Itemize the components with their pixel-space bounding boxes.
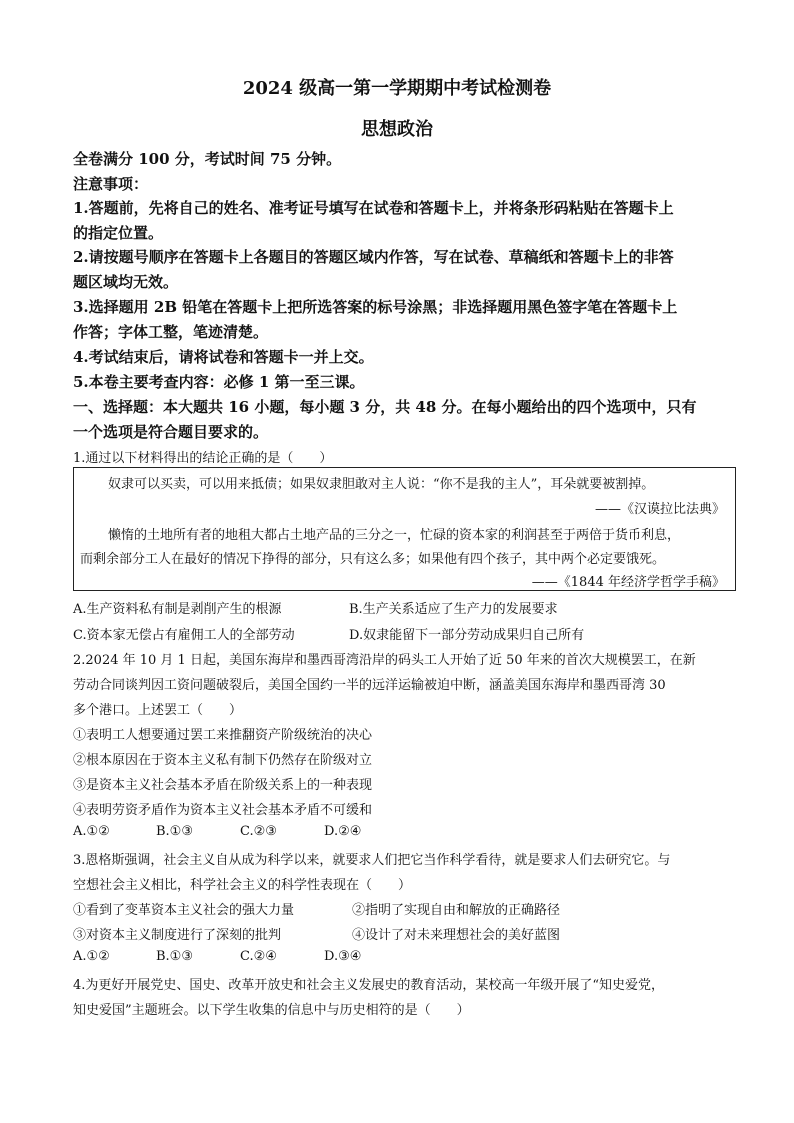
note-1-line-1: 1.答题前，先将自己的姓名、准考证号填写在试卷和答题卡上，并将条形码粘贴在答题卡上	[73, 199, 674, 217]
q3-option-c: C.②④	[240, 949, 277, 964]
notes-heading: 注意事项：	[73, 175, 149, 193]
q3-option-b: B.①③	[156, 949, 193, 964]
q1-option-d: D.奴隶能留下一部分劳动成果归自己所有	[349, 628, 585, 643]
q1-material-1: 奴隶可以买卖，可以用来抵债；如果奴隶胆敢对主人说：“你不是我的主人”，耳朵就要被割掉。	[108, 477, 655, 492]
note-2-line-1: 2.请按题号顺序在答题卡上各题目的答题区域内作答，写在试卷、草稿纸和答题卡上的非答	[73, 248, 674, 266]
q3-item-1: ①看到了变革资本主义社会的强大力量	[73, 903, 295, 918]
q2-option-d: D.②④	[324, 824, 362, 839]
q3-stem-line-2: 空想社会主义相比，科学社会主义的科学性表现在（ ）	[73, 878, 412, 893]
section-1-heading-line-2: 一个选项是符合题目要求的。	[73, 423, 269, 441]
q2-item-3: ③是资本主义社会基本矛盾在阶级关系上的一种表现	[73, 778, 373, 793]
q2-item-2: ②根本原因在于资本主义私有制下仍然存在阶级对立	[73, 753, 373, 768]
q1-option-a: A.生产资料私有制是剥削产生的根源	[73, 602, 282, 617]
q3-item-4: ④设计了对未来理想社会的美好蓝图	[352, 928, 561, 943]
q1-material-2-line-1: 懒惰的土地所有者的地租大都占土地产品的三分之一，忙碌的资本家的利润甚至于两倍于货币利息，	[108, 528, 681, 543]
q1-source-2: ——《1844 年经济学哲学手稿》	[531, 575, 725, 590]
q1-stem: 1.通过以下材料得出的结论正确的是（ ）	[73, 451, 333, 466]
q2-stem-line-3: 多个港口。上述罢工（ ）	[73, 703, 243, 718]
section-1-heading-line-1: 一、选择题：本大题共 16 小题，每小题 3 分，共 48 分。在每小题给出的四个选项中，只有	[73, 398, 697, 416]
q3-item-2: ②指明了实现自由和解放的正确路径	[352, 903, 561, 918]
q2-item-1: ①表明工人想要通过罢工来推翻资产阶级统治的决心	[73, 728, 373, 743]
q2-item-4: ④表明劳资矛盾作为资本主义社会基本矛盾不可缓和	[73, 803, 373, 818]
score-time-info: 全卷满分 100 分，考试时间 75 分钟。	[73, 150, 342, 168]
q1-material-2-line-2: 而剩余部分工人在最好的情况下挣得的部分，只有这么多；如果他有四个孩子，其中两个必定要饿死。	[80, 552, 666, 567]
q2-option-a: A.①②	[73, 824, 110, 839]
note-2-line-2: 题区域均无效。	[73, 273, 179, 291]
subject-title: 思想政治	[361, 119, 433, 140]
note-3-line-2: 作答；字体工整，笔迹清楚。	[73, 323, 269, 341]
q1-option-b: B.生产关系适应了生产力的发展要求	[349, 602, 558, 617]
q1-material-box	[73, 467, 736, 591]
q2-stem-line-1: 2.2024 年 10 月 1 日起，美国东海岸和墨西哥湾沿岸的码头工人开始了近 50 年来的首次大规模罢工，在新	[73, 653, 696, 668]
q2-stem-line-2: 劳动合同谈判因工资问题破裂后，美国全国约一半的远洋运输被迫中断，涵盖美国东海岸和墨西哥湾 30	[73, 678, 666, 693]
note-4: 4.考试结束后，请将试卷和答题卡一并上交。	[73, 348, 374, 366]
q1-option-c: C.资本家无偿占有雇佣工人的全部劳动	[73, 628, 295, 643]
q3-option-d: D.③④	[324, 949, 362, 964]
q1-source-1: ——《汉谟拉比法典》	[594, 502, 725, 517]
q4-stem-line-2: 知史爱国”主题班会。以下学生收集的信息中与历史相符的是（ ）	[73, 1003, 470, 1018]
exam-title: 2024 级高一第一学期期中考试检测卷	[242, 78, 552, 99]
q4-stem-line-1: 4.为更好开展党史、国史、改革开放史和社会主义发展史的教育活动，某校高一年级开展了“知史爱党，	[73, 978, 665, 993]
note-5: 5.本卷主要考查内容：必修 1 第一至三课。	[73, 373, 365, 391]
q2-option-b: B.①③	[156, 824, 193, 839]
q2-option-c: C.②③	[240, 824, 277, 839]
note-3-line-1: 3.选择题用 2B 铅笔在答题卡上把所选答案的标号涂黑；非选择题用黑色签字笔在答题卡上	[73, 298, 678, 316]
q3-stem-line-1: 3.恩格斯强调，社会主义自从成为科学以来，就要求人们把它当作科学看待，就是要求人们去研究它。与	[73, 853, 671, 868]
q3-option-a: A.①②	[73, 949, 110, 964]
q3-item-3: ③对资本主义制度进行了深刻的批判	[73, 928, 282, 943]
note-1-line-2: 的指定位置。	[73, 224, 164, 242]
